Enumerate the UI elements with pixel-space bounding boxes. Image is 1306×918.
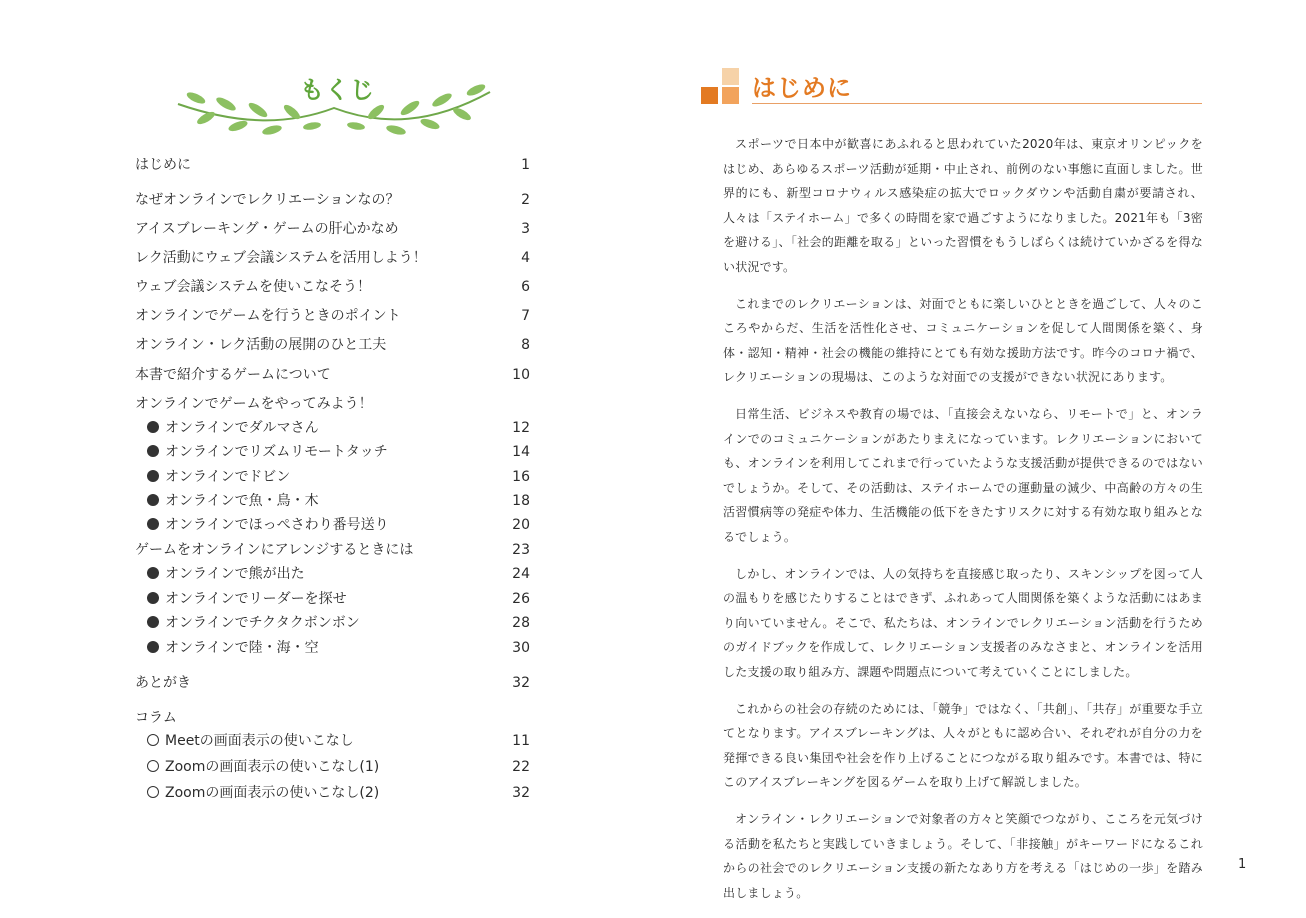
- filled-bullet-icon: [147, 567, 159, 579]
- toc-entry-title: [135, 155, 191, 175]
- toc-entry: [135, 365, 530, 385]
- toc-entry: [135, 564, 530, 584]
- toc-entry-title: [135, 673, 191, 693]
- toc-entry-page: 23: [512, 542, 530, 558]
- filled-bullet-icon: [147, 518, 159, 530]
- toc-entry-page: 4: [521, 250, 530, 266]
- toc-entry-text: なぜオンラインでレクリエーションなの？: [135, 192, 400, 208]
- toc-entry: [135, 540, 530, 560]
- filled-bullet-icon: [147, 470, 159, 482]
- toc-entry-page: 8: [521, 337, 530, 353]
- filled-bullet-icon: [147, 494, 159, 506]
- toc-entry: [135, 442, 530, 462]
- toc-entry-page: 26: [512, 591, 530, 607]
- toc-entry-text: アイスブレーキング・ゲームの肝心かなめ: [135, 221, 399, 237]
- toc-entry-title: [147, 783, 379, 803]
- toc-entry-text: Zoomの画面表示の使いこなし(2): [165, 785, 380, 801]
- toc-page: [0, 0, 653, 903]
- toc-entry-page: 22: [512, 759, 530, 775]
- toc-entry: [135, 613, 530, 633]
- toc-entry-page: 24: [512, 566, 530, 582]
- toc-entry-title: [135, 394, 373, 414]
- toc-entry-text: オンラインでリズムリモートタッチ: [165, 444, 388, 460]
- heading-squares-icon: [701, 68, 739, 104]
- toc-entry-title: [135, 365, 331, 385]
- filled-bullet-icon: [147, 616, 159, 628]
- toc-entry-text: レク活動にウェブ会議システムを活用しよう！: [135, 250, 427, 266]
- toc-entry-text: オンライン・レク活動の展開のひと工夫: [135, 337, 387, 353]
- toc-entry-title: [147, 418, 319, 438]
- toc-entry: [135, 515, 530, 535]
- toc-entry-title: [135, 335, 386, 355]
- toc-entry: [135, 190, 530, 210]
- toc-entry-text: あとがき: [135, 675, 191, 691]
- intro-page: [653, 0, 1306, 903]
- toc-entry: [135, 394, 530, 414]
- toc-entry-title: [147, 589, 347, 609]
- intro-paragraph: オンライン・レクリエーションで対象者の方々と笑顔でつながり、こころを元気づける活動を私たちと実践していきましょう。そして、「非接触」がキーワードになるこれからの社会でのレクリエーション支援の新たなあり方を考える「はじめの一歩」を踏み出しましょう。: [723, 812, 1203, 900]
- filled-bullet-icon: [147, 592, 159, 604]
- toc-entry-page: 11: [512, 733, 530, 749]
- toc-entry-title: [147, 467, 290, 487]
- toc-entry-text: Zoomの画面表示の使いこなし(1): [165, 759, 380, 775]
- intro-paragraph: 日常生活、ビジネスや教育の場では、「直接会えないなら、リモートで」と、オンラインでのコミュニケーションがあたりまえになっています。レクリエーションにおいても、オンラインを利用してこれまで行っていたような支援活動が提供できるのではないでしょうか。そして、その活動は、ステイホームでの運動量の減少、中高齢の方々の生活習慣病等の発症や体力、生活機能の低下をきたすリスクに対する有効な取り組みとなるでしょう。: [723, 407, 1203, 544]
- vine-leaves-icon: [176, 82, 492, 138]
- toc-entry-page: 10: [512, 367, 530, 383]
- toc-entry-title: [147, 491, 319, 511]
- filled-bullet-icon: [147, 641, 159, 653]
- toc-entry: [135, 491, 530, 511]
- toc-entry-title: [135, 248, 427, 268]
- toc-entry: [135, 467, 530, 487]
- toc-entry-title: [135, 219, 399, 239]
- toc-entry-page: 2: [521, 192, 530, 208]
- toc-entry-page: 14: [512, 444, 530, 460]
- hollow-bullet-icon: [147, 734, 159, 746]
- toc-entry-text: ゲームをオンラインにアレンジするときには: [135, 542, 414, 558]
- intro-title: はじめに: [752, 74, 852, 102]
- toc-entry: [135, 306, 530, 326]
- toc-entry-text: オンラインでチクタクボンボン: [165, 615, 360, 631]
- toc-entry-text: オンラインで魚・鳥・木: [165, 493, 319, 509]
- toc-entry: [135, 708, 530, 728]
- toc-entry-title: [135, 708, 177, 728]
- toc-entry-text: オンラインでリーダーを探せ: [165, 591, 347, 607]
- toc-entry-title: [135, 277, 371, 297]
- toc-entry: [135, 418, 530, 438]
- toc-title: もくじ: [300, 76, 375, 104]
- toc-entry-page: 3: [521, 221, 530, 237]
- toc-entry-text: はじめに: [135, 157, 191, 173]
- toc-entry-text: オンラインでゲームをやってみよう！: [135, 396, 373, 412]
- toc-entry-title: [147, 731, 354, 751]
- toc-entry-page: 32: [512, 785, 530, 801]
- page-number: 1: [1238, 857, 1247, 872]
- intro-body: [723, 132, 1203, 918]
- toc-entry-page: 28: [512, 615, 530, 631]
- filled-bullet-icon: [147, 421, 159, 433]
- toc-entry: [135, 277, 530, 297]
- toc-entry-text: 本書で紹介するゲームについて: [135, 367, 331, 383]
- toc-entry-page: 32: [512, 675, 530, 691]
- toc-entry: [135, 219, 530, 239]
- toc-entry-page: 1: [521, 157, 530, 173]
- filled-bullet-icon: [147, 445, 159, 457]
- toc-entry: [135, 589, 530, 609]
- toc-entry-text: オンラインでほっぺさわり番号送り: [165, 517, 389, 533]
- toc-entry-title: [147, 638, 319, 658]
- intro-paragraph: スポーツで日本中が歓喜にあふれると思われていた2020年は、東京オリンピックをはじめ、あらゆるスポーツ活動が延期・中止され、前例のない事態に直面しました。世界的にも、新型コロナウィルス感染症の拡大でロックダウンや活動自粛が要請され、人々は「ステイホーム」で多くの時間を家で過ごすようになりました。2021年も「3密を避ける」、「社会的距離を取る」といった習慣をもうしばらくは続けていかざるを得ない状況です。: [723, 137, 1203, 274]
- toc-entry-title: [135, 540, 413, 560]
- toc-entry: [135, 757, 530, 777]
- intro-paragraph: これまでのレクリエーションは、対面でともに楽しいひとときを過ごして、人々のこころやからだ、生活を活性化させ、コミュニケーションを促して人間関係を築く、身体・認知・精神・社会の機能の維持にとても有効な援助方法です。昨今のコロナ禍で、レクリエーションの現場は、このような対面での支援ができない状況にあります。: [723, 296, 1203, 384]
- toc-entry: [135, 783, 530, 803]
- toc-entry-page: 18: [512, 493, 530, 509]
- toc-entry-title: [147, 757, 379, 777]
- toc-entry-text: オンラインで陸・海・空: [165, 640, 319, 656]
- toc-entry-text: Meetの画面表示の使いこなし: [165, 733, 354, 749]
- toc-entry-title: [147, 613, 360, 633]
- toc-entry: [135, 638, 530, 658]
- toc-entry-page: 20: [512, 517, 530, 533]
- toc-entry-text: ウェブ会議システムを使いこなそう！: [135, 279, 372, 295]
- toc-entry-title: [135, 306, 401, 326]
- toc-entry-text: オンラインで熊が出た: [165, 566, 305, 582]
- toc-entry-text: コラム: [135, 710, 177, 726]
- toc-entry-text: オンラインでダルマさん: [165, 420, 319, 436]
- toc-entry-title: [147, 564, 305, 584]
- toc-entry: [135, 155, 530, 175]
- intro-paragraph: これからの社会の存続のためには、「競争」ではなく、「共創」、「共存」が重要な手立てとなります。アイスブレーキングは、人々がともに認め合い、それぞれが自分の力を発揮できる良い集団や社会を作り上げることにつながる取り組みです。本書では、特にこのアイスブレーキングを図るゲームを取り上げて解説しました。: [723, 701, 1203, 789]
- toc-entry: [135, 248, 530, 268]
- toc-entry-title: [147, 515, 389, 535]
- toc-entry-title: [135, 190, 399, 210]
- toc-entry-page: 12: [512, 420, 530, 436]
- toc-entry-page: 16: [512, 469, 530, 485]
- hollow-bullet-icon: [147, 786, 159, 798]
- toc-entry: [135, 731, 530, 751]
- intro-paragraph: しかし、オンラインでは、人の気持ちを直接感じ取ったり、スキンシップを図って人の温もりを感じたりすることはできず、ふれあって人間関係を築くような活動にはあまり向いていません。そこで、私たちは、オンラインでレクリエーション活動を行うためのガイドブックを作成して、レクリエーション支援者のみなさまと、オンラインを活用した支援の取り組み方、課題や問題点について考えていくことにしました。: [723, 566, 1203, 679]
- toc-entry-title: [147, 442, 388, 462]
- toc-entry: [135, 335, 530, 355]
- toc-entry-page: 6: [521, 279, 530, 295]
- toc-entry-page: 30: [512, 640, 530, 656]
- hollow-bullet-icon: [147, 760, 159, 772]
- toc-entry-text: オンラインでドビン: [165, 469, 291, 485]
- toc-entry: [135, 673, 530, 693]
- toc-entry-text: オンラインでゲームを行うときのポイント: [135, 308, 401, 324]
- toc-entry-page: 7: [521, 308, 530, 324]
- title-rule: [752, 103, 1202, 104]
